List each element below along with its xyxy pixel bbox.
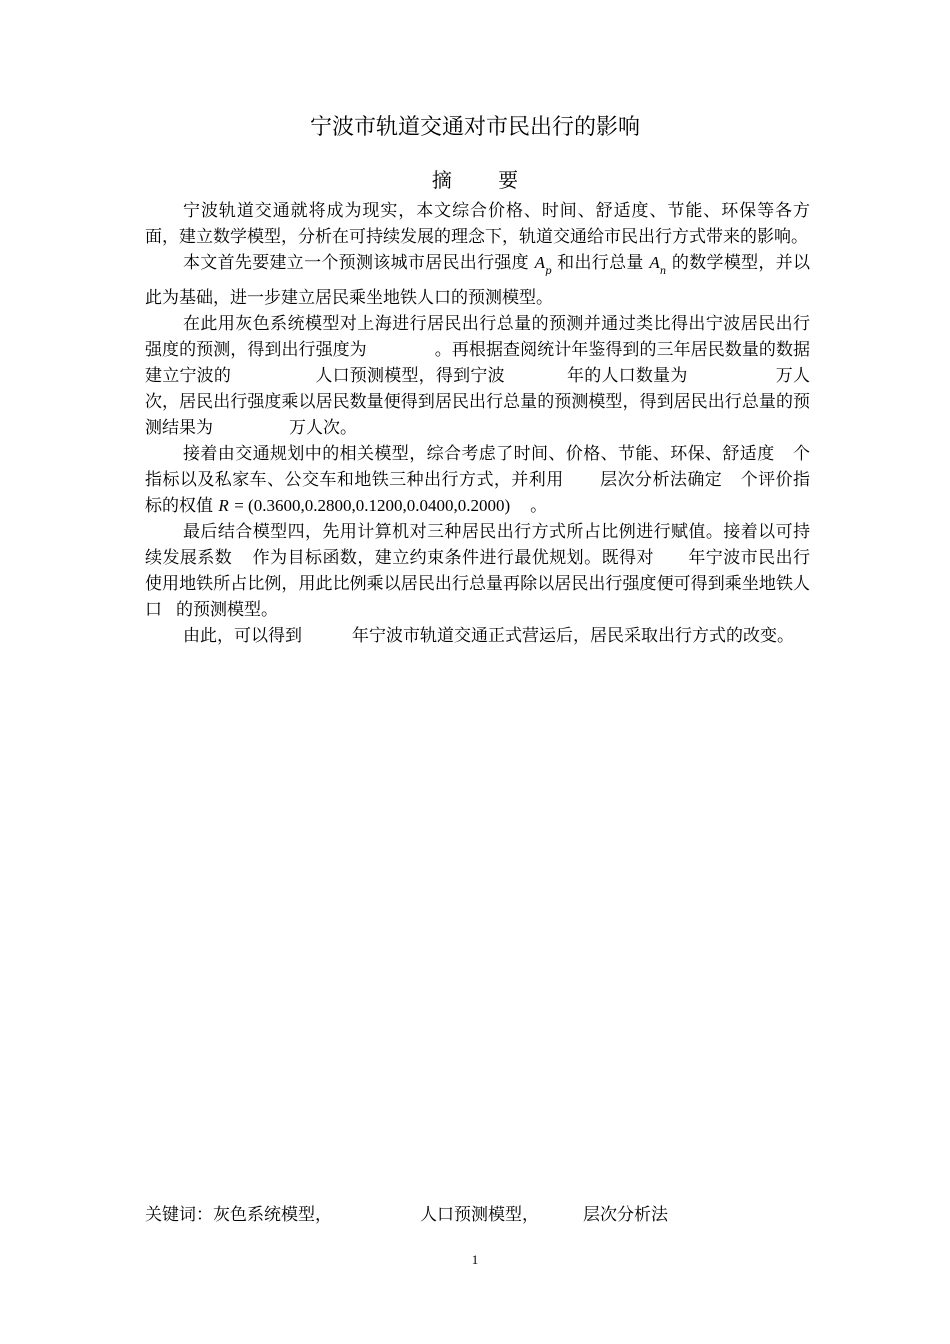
formula-weights: = (0.3600,0.2800,0.1200,0.0400,0.2000) (234, 496, 511, 515)
abstract-heading: 摘 要 (431, 168, 539, 192)
p3-text-f: 万人次。 (289, 418, 357, 438)
subscript-n: n (659, 266, 667, 277)
p6-text-a: 由此，可以得到 (183, 626, 302, 646)
paragraph-3 (145, 311, 810, 441)
p3-text-e: 万人次，居民出行强度乘以居民数量便得到居民出行总量的预测模型，得到居民出行总量的预测结果为 (145, 366, 811, 438)
p5-text-a: 最后结合模型四，先用计算机对三种居民出行方式所占比例进行赋值。接着以可持续发展系数 (145, 522, 810, 568)
p4-text-b: 个指标以及私家车、公交车和地铁三种出行方式，并利用 (145, 444, 811, 490)
p4-text-a: 接着由交通规划中的相关模型，综合考虑了时间、价格、节能、环保、舒适度 (183, 444, 775, 464)
p4-text-e: 。 (530, 496, 548, 516)
abstract-body (145, 198, 810, 649)
keyword-grey-model: 灰色系统模型， (213, 1205, 332, 1225)
p3-text-b: 。再根据查阅统计年鉴得到的三年居民数量的数据建立宁波的 (145, 340, 811, 386)
p6-text-b: 年宁波市轨道交通正式营运后，居民采取出行方式的改变。 (352, 626, 794, 646)
p3-text-c: 人口预测模型，得到宁波 (315, 366, 505, 386)
var-a-n: A (649, 253, 660, 272)
p4-text-c: 层次分析法确定 (599, 470, 723, 490)
var-a-p: A (534, 253, 546, 272)
paragraph-4 (145, 441, 810, 519)
p5-text-d: 的预测模型。 (176, 600, 278, 620)
paragraph-2 (145, 250, 810, 311)
document-title: 宁波市轨道交通对市民出行的影响 (309, 115, 640, 140)
p3-text-d: 年的人口数量为 (566, 366, 688, 386)
subscript-p: p (545, 266, 552, 277)
p5-text-b: 作为目标函数，建立约束条件进行最优规划。既得对 (252, 548, 654, 568)
keywords-label: 关键词： (145, 1205, 213, 1225)
paragraph-5 (145, 519, 810, 623)
p4-text-d: 个评价指标的权值 (145, 470, 811, 516)
paragraph-1: 宁波轨道交通就将成为现实，本文综合价格、时间、舒适度、节能、环保等各方面，建立数学模型，分析在可持续发展的理念下，轨道交通给市民出行方式带来的影响。 (145, 201, 810, 247)
formula-var-r: R (218, 496, 229, 515)
keyword-population-model: 人口预测模型， (420, 1205, 539, 1225)
p3-text-a: 在此用灰色系统模型对上海进行居民出行总量的预测并通过类比得出宁波居民出行强度的预测，得到出行强度为 (145, 314, 810, 360)
paragraph-6 (145, 623, 810, 649)
page-number: 1 (471, 1252, 479, 1267)
p2-text-c: 的数学模型，并以此为基础，进一步建立居民乘坐地铁人口的预测模型。 (145, 253, 811, 308)
p2-text-b: 和出行总量 (557, 253, 644, 273)
p5-text-c: 年宁波市民出行使用地铁所占比例，用此比例乘以居民出行总量再除以居民出行强度便可得到乘坐地铁人口 (145, 548, 811, 620)
p2-text-a: 本文首先要建立一个预测该城市居民出行强度 (183, 253, 529, 273)
keywords-line (145, 1200, 668, 1225)
keyword-ahp: 层次分析法 (583, 1205, 668, 1225)
